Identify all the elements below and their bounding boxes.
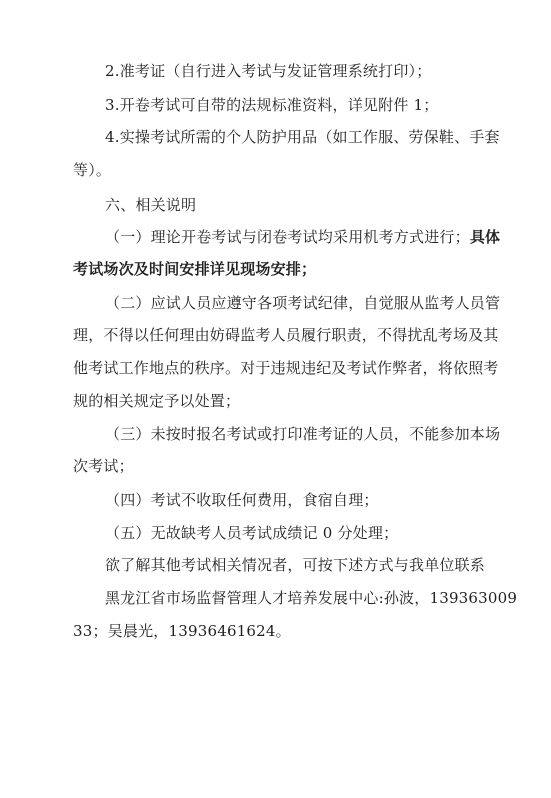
note-1-text: （一）理论开卷考试与闭卷考试均采用机考方式进行； — [105, 228, 470, 246]
note-1-bold-start: 具体 — [469, 228, 501, 246]
section-heading: 六、相关说明 — [105, 196, 197, 214]
note-5: （五）无故缺考人员考试成绩记 0 分处理； — [105, 524, 399, 542]
note-2-line3: 他考试工作地点的秩序。对于违规违纪及考试作弊者，将依照考 — [73, 359, 499, 377]
note-1-line1 — [105, 226, 500, 248]
contact-intro: 欲了解其他考试相关情况者，可按下述方式与我单位联系 — [105, 556, 486, 574]
note-3-line2: 次考试； — [73, 457, 134, 475]
note-2-line4: 规的相关规定予以处置； — [73, 392, 241, 410]
item-open-book-materials: 3.开卷考试可自带的法规标准资料，详见附件 1； — [105, 96, 439, 114]
item-admission-ticket: 2.准考证（自行进入考试与发证管理系统打印）； — [105, 62, 432, 80]
note-3-line1: （三）未按时报名考试或打印准考证的人员，不能参加本场 — [105, 425, 501, 443]
item-protective-gear-line1: 4.实操考试所需的个人防护用品（如工作服、劳保鞋、手套 — [105, 128, 500, 146]
note-2-line1: （二）应试人员应遵守各项考试纪律，自觉服从监考人员管 — [105, 294, 501, 312]
contact-line1: 黑龙江省市场监督管理人才培养发展中心:孙波，139363009 — [105, 589, 518, 607]
item-protective-gear-line2: 等）。 — [73, 161, 112, 179]
note-2-line2: 理，不得以任何理由妨碍监考人员履行职责，不得扰乱考场及其 — [73, 326, 499, 344]
contact-line2: 33；吴晨光，13936461624。 — [73, 622, 291, 640]
note-4: （四）考试不收取任何费用，食宿自理； — [105, 491, 379, 509]
note-1-line2: 考试场次及时间安排详见现场安排； — [73, 260, 317, 278]
